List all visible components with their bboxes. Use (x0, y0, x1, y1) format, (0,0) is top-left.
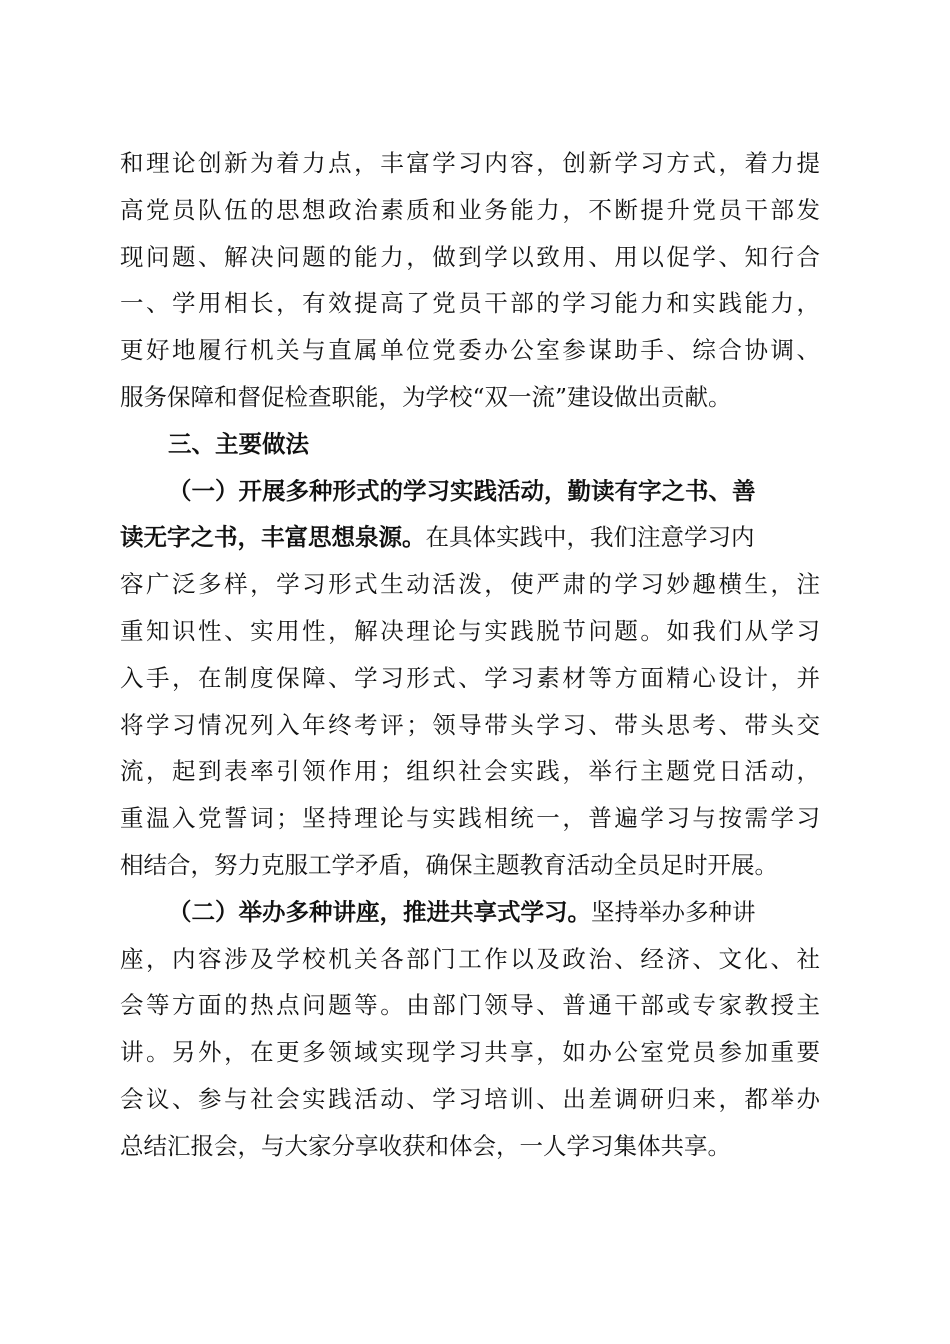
body-line-text: 更好地履行机关与直属单位党委办公室参谋助手、综合协调、 (120, 336, 820, 365)
section-heading: 三、主要做法 (168, 429, 309, 458)
body-line (120, 140, 840, 187)
body-line (120, 280, 840, 327)
body-line (120, 1029, 840, 1076)
body-line (120, 608, 840, 655)
body-line (120, 187, 840, 234)
body-line (120, 234, 840, 281)
body-line (120, 702, 840, 749)
body-line-text: 座，内容涉及学校机关各部门工作以及政治、经济、文化、社 (120, 944, 820, 973)
body-line (120, 748, 840, 795)
para1-line2-rest: 在具体实践中，我们注意学习内 (425, 523, 755, 552)
body-line-text: 容广泛多样，学习形式生动活泼，使严肃的学习妙趣横生，注 (120, 570, 820, 599)
body-line-text: 重知识性、实用性，解决理论与实践脱节问题。如我们从学习 (120, 616, 820, 645)
body-line (120, 561, 840, 608)
body-line (120, 327, 840, 374)
para1-bold-line2: 读无字之书，丰富思想泉源。 (120, 523, 426, 552)
body-line-text: 一、学用相长，有效提高了党员干部的学习能力和实践能力， (120, 289, 820, 318)
body-line-text: 入手，在制度保障、学习形式、学习素材等方面精心设计，并 (120, 663, 820, 692)
para1-bold-line1: （一）开展多种形式的学习实践活动，勤读有字之书、善 (168, 476, 756, 505)
para1-line-1 (120, 468, 840, 515)
body-line (120, 1123, 840, 1170)
body-line (120, 842, 840, 889)
body-line (120, 655, 840, 702)
body-line (120, 936, 840, 983)
document-body (120, 140, 840, 1170)
body-line-text: 会议、参与社会实践活动、学习培训、出差调研归来，都举办 (120, 1084, 820, 1113)
para2-line-1 (120, 889, 840, 936)
body-line-text: 现问题、解决问题的能力，做到学以致用、用以促学、知行合 (120, 242, 820, 271)
body-line-text: 高党员队伍的思想政治素质和业务能力，不断提升党员干部发 (120, 195, 820, 224)
body-line-text: 相结合，努力克服工学矛盾，确保主题教育活动全员足时开展。 (120, 850, 778, 879)
body-line-text: 总结汇报会，与大家分享收获和体会，一人学习集体共享。 (120, 1131, 731, 1160)
body-line-text: 流，起到表率引领作用；组织社会实践，举行主题党日活动， (120, 757, 820, 786)
body-line-text: 服务保障和督促检查职能，为学校“双一流”建设做出贡献。 (120, 382, 732, 411)
body-line-text: 重温入党誓词；坚持理论与实践相统一，普遍学习与按需学习 (120, 804, 820, 833)
body-line-text: 和理论创新为着力点，丰富学习内容，创新学习方式，着力提 (120, 149, 820, 177)
body-line (120, 1076, 840, 1123)
para2-line1-rest: 坚持举办多种讲 (591, 897, 756, 926)
body-line-text: 会等方面的热点问题等。由部门领导、普通干部或专家教授主 (120, 991, 820, 1020)
body-line-text: 讲。另外，在更多领域实现学习共享，如办公室党员参加重要 (120, 1038, 820, 1067)
body-line (120, 374, 840, 421)
body-line (120, 982, 840, 1029)
para2-bold-prefix: （二）举办多种讲座，推进共享式学习。 (168, 897, 591, 926)
para1-line-2 (120, 514, 840, 561)
body-line (120, 795, 840, 842)
body-line-text: 将学习情况列入年终考评；领导带头学习、带头思考、带头交 (120, 710, 820, 739)
